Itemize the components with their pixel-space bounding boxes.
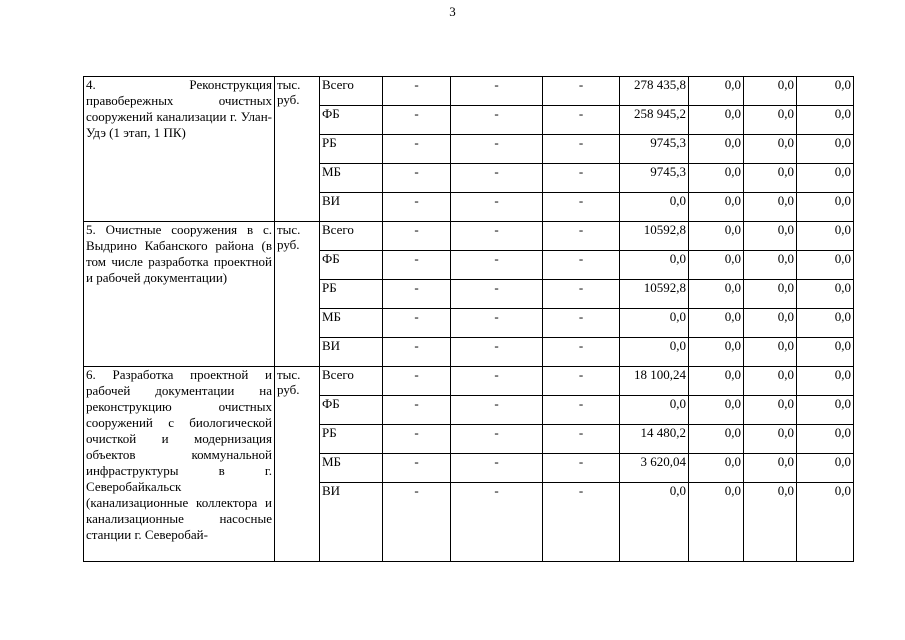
empty-value-cell: - [543, 454, 620, 483]
amount-cell: 0,0 [620, 338, 689, 367]
amount-cell: 0,0 [797, 106, 854, 135]
section-name: 5. Очистные сооружения в с. Выдрино Кабанского района (в том числе разработка проектной и рабочей документации) [84, 222, 275, 367]
empty-value-cell: - [383, 251, 451, 280]
empty-value-cell: - [451, 77, 543, 106]
amount-cell: 0,0 [797, 309, 854, 338]
funding-source: МБ [320, 309, 383, 338]
empty-value-cell: - [451, 106, 543, 135]
page-number: 3 [449, 4, 456, 19]
empty-value-cell: - [543, 77, 620, 106]
section-unit: тыс. руб. [275, 77, 320, 222]
funding-source: РБ [320, 135, 383, 164]
amount-cell: 14 480,2 [620, 425, 689, 454]
section-unit: тыс. руб. [275, 367, 320, 562]
amount-cell: 0,0 [744, 164, 797, 193]
empty-value-cell: - [543, 280, 620, 309]
amount-cell: 0,0 [744, 309, 797, 338]
amount-cell: 18 100,24 [620, 367, 689, 396]
empty-value-cell: - [451, 396, 543, 425]
amount-cell: 0,0 [797, 483, 854, 562]
empty-value-cell: - [383, 396, 451, 425]
amount-cell: 0,0 [744, 483, 797, 562]
amount-cell: 3 620,04 [620, 454, 689, 483]
section-name: 4. Реконструкция правобережных очистных сооружений канализации г. Улан-Удэ (1 этап, 1 ПК) [84, 77, 275, 222]
amount-cell: 0,0 [689, 222, 744, 251]
empty-value-cell: - [543, 483, 620, 562]
empty-value-cell: - [451, 338, 543, 367]
amount-cell: 0,0 [744, 425, 797, 454]
empty-value-cell: - [383, 338, 451, 367]
empty-value-cell: - [451, 251, 543, 280]
empty-value-cell: - [451, 135, 543, 164]
funding-source: ФБ [320, 251, 383, 280]
amount-cell: 258 945,2 [620, 106, 689, 135]
amount-cell: 10592,8 [620, 280, 689, 309]
amount-cell: 0,0 [620, 309, 689, 338]
empty-value-cell: - [543, 367, 620, 396]
amount-cell: 0,0 [689, 135, 744, 164]
empty-value-cell: - [451, 483, 543, 562]
amount-cell: 0,0 [797, 193, 854, 222]
empty-value-cell: - [543, 135, 620, 164]
empty-value-cell: - [383, 367, 451, 396]
amount-cell: 0,0 [797, 251, 854, 280]
amount-cell: 0,0 [797, 396, 854, 425]
funding-source: МБ [320, 164, 383, 193]
funding-source: ВИ [320, 338, 383, 367]
funding-source: ВИ [320, 193, 383, 222]
empty-value-cell: - [451, 164, 543, 193]
amount-cell: 0,0 [689, 251, 744, 280]
empty-value-cell: - [543, 309, 620, 338]
amount-cell: 9745,3 [620, 164, 689, 193]
amount-cell: 0,0 [689, 193, 744, 222]
empty-value-cell: - [383, 135, 451, 164]
amount-cell: 0,0 [744, 77, 797, 106]
amount-cell: 0,0 [689, 425, 744, 454]
amount-cell: 0,0 [744, 454, 797, 483]
funding-source: МБ [320, 454, 383, 483]
empty-value-cell: - [543, 338, 620, 367]
empty-value-cell: - [451, 280, 543, 309]
empty-value-cell: - [543, 425, 620, 454]
amount-cell: 10592,8 [620, 222, 689, 251]
amount-cell: 0,0 [797, 77, 854, 106]
amount-cell: 0,0 [744, 280, 797, 309]
amount-cell: 0,0 [689, 396, 744, 425]
amount-cell: 0,0 [744, 222, 797, 251]
amount-cell: 278 435,8 [620, 77, 689, 106]
empty-value-cell: - [383, 77, 451, 106]
amount-cell: 0,0 [797, 338, 854, 367]
funding-source: РБ [320, 425, 383, 454]
amount-cell: 0,0 [620, 483, 689, 562]
empty-value-cell: - [451, 425, 543, 454]
section-unit: тыс. руб. [275, 222, 320, 367]
funding-source: ВИ [320, 483, 383, 562]
amount-cell: 0,0 [689, 280, 744, 309]
amount-cell: 0,0 [744, 135, 797, 164]
empty-value-cell: - [543, 164, 620, 193]
empty-value-cell: - [383, 193, 451, 222]
budget-table [83, 76, 854, 562]
funding-source: ФБ [320, 106, 383, 135]
empty-value-cell: - [451, 454, 543, 483]
empty-value-cell: - [451, 193, 543, 222]
amount-cell: 0,0 [620, 396, 689, 425]
amount-cell: 0,0 [620, 193, 689, 222]
empty-value-cell: - [451, 309, 543, 338]
amount-cell: 0,0 [744, 367, 797, 396]
empty-value-cell: - [383, 106, 451, 135]
amount-cell: 0,0 [797, 425, 854, 454]
amount-cell: 0,0 [689, 338, 744, 367]
amount-cell: 0,0 [689, 77, 744, 106]
amount-cell: 0,0 [797, 280, 854, 309]
funding-source: ФБ [320, 396, 383, 425]
amount-cell: 0,0 [744, 106, 797, 135]
amount-cell: 0,0 [797, 222, 854, 251]
section-name: 6. Разработка проектной и рабочей документации на реконструкцию очистных сооружений с биологической очисткой и модернизация объектов коммунальной инфраструктуры в г. Северобайкальск (канализационные коллектора и канализационные насосные станции г. Северобай- [84, 367, 275, 562]
funding-source: РБ [320, 280, 383, 309]
amount-cell: 0,0 [797, 367, 854, 396]
amount-cell: 0,0 [744, 193, 797, 222]
empty-value-cell: - [383, 280, 451, 309]
table-row [84, 77, 854, 106]
table-row [84, 222, 854, 251]
empty-value-cell: - [543, 396, 620, 425]
amount-cell: 0,0 [689, 454, 744, 483]
amount-cell: 0,0 [797, 135, 854, 164]
table-body [84, 77, 854, 562]
funding-source: Всего [320, 367, 383, 396]
amount-cell: 0,0 [689, 367, 744, 396]
empty-value-cell: - [543, 106, 620, 135]
amount-cell: 0,0 [689, 164, 744, 193]
empty-value-cell: - [543, 193, 620, 222]
amount-cell: 0,0 [620, 251, 689, 280]
empty-value-cell: - [383, 425, 451, 454]
amount-cell: 0,0 [689, 483, 744, 562]
empty-value-cell: - [451, 222, 543, 251]
empty-value-cell: - [451, 367, 543, 396]
funding-source: Всего [320, 77, 383, 106]
amount-cell: 0,0 [689, 309, 744, 338]
empty-value-cell: - [383, 222, 451, 251]
empty-value-cell: - [383, 454, 451, 483]
amount-cell: 0,0 [797, 454, 854, 483]
table-row [84, 367, 854, 396]
amount-cell: 0,0 [744, 338, 797, 367]
empty-value-cell: - [383, 164, 451, 193]
empty-value-cell: - [543, 222, 620, 251]
amount-cell: 0,0 [689, 106, 744, 135]
empty-value-cell: - [543, 251, 620, 280]
amount-cell: 0,0 [797, 164, 854, 193]
empty-value-cell: - [383, 483, 451, 562]
amount-cell: 0,0 [744, 396, 797, 425]
amount-cell: 9745,3 [620, 135, 689, 164]
amount-cell: 0,0 [744, 251, 797, 280]
funding-source: Всего [320, 222, 383, 251]
empty-value-cell: - [383, 309, 451, 338]
